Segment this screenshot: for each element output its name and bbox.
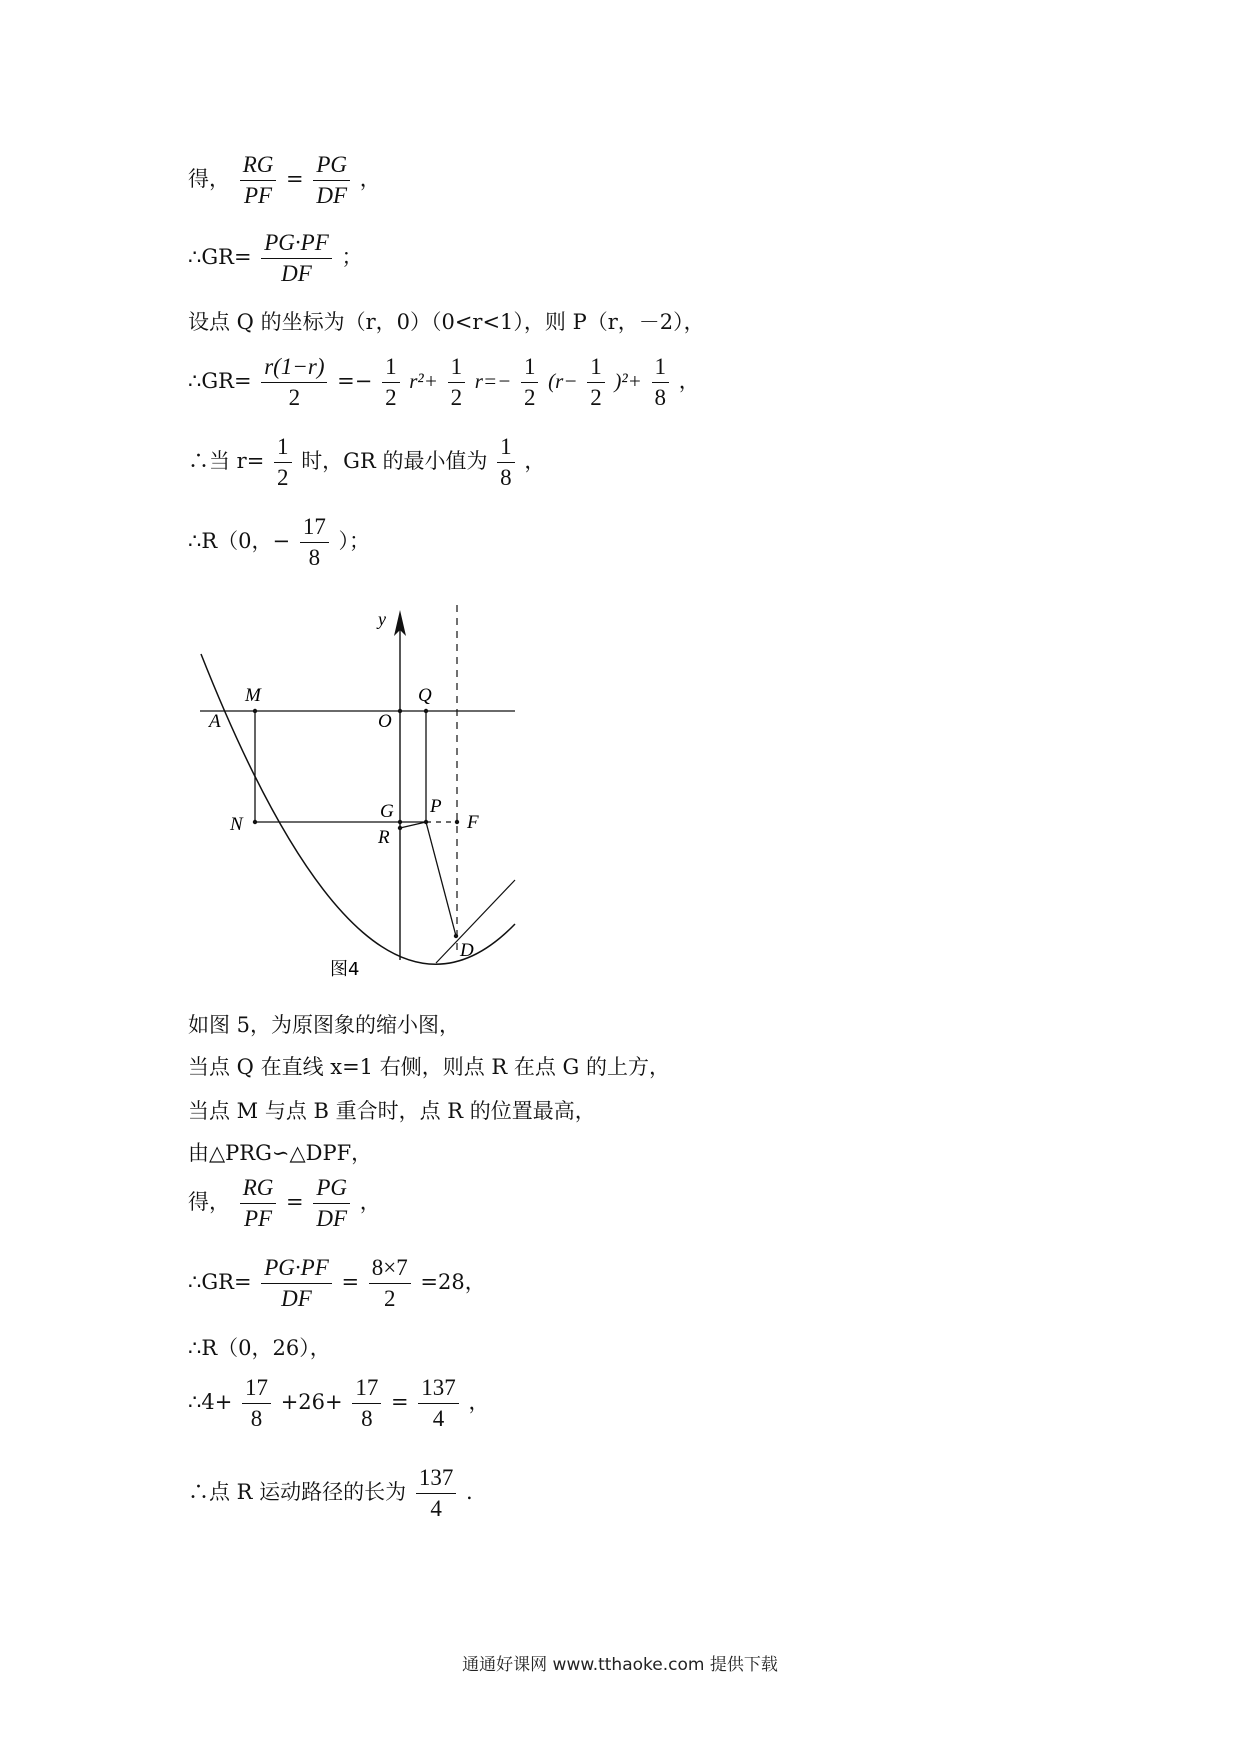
text: 得，	[188, 167, 230, 191]
text: ，	[678, 369, 700, 393]
fraction: $\frac{PG\cdot PF}{DF}$	[261, 228, 332, 289]
point-g	[398, 820, 402, 824]
fraction: $\frac{137}{4}$	[416, 1463, 457, 1524]
text: ）；	[338, 529, 371, 553]
label-p: P	[430, 796, 442, 817]
label-a: A	[209, 711, 221, 732]
text: ，	[359, 167, 381, 191]
text: 由△PRG∽△DPF，	[188, 1141, 373, 1165]
page-footer: 通通好课网 www.tthaoke.com 提供下载	[462, 1655, 778, 1675]
fraction: $\frac{PG}{DF}$	[313, 150, 350, 211]
point-p	[424, 820, 428, 824]
text: )²+	[614, 369, 642, 393]
similar-triangles-line	[188, 1138, 372, 1168]
text: ∴4+	[188, 1390, 233, 1414]
coord-setup-line	[188, 307, 705, 337]
text: ∴点 R 运动路径的长为	[188, 1480, 407, 1504]
gr-quadratic-line	[188, 352, 700, 413]
text: =	[341, 1270, 360, 1294]
text: r=−	[474, 369, 512, 393]
segment-pr	[400, 822, 426, 828]
minimum-line	[188, 432, 545, 493]
text: ∴R（0，−	[188, 529, 291, 553]
label-m: M	[245, 685, 261, 706]
label-d: D	[460, 940, 474, 961]
fraction: $\frac{RG}{PF}$	[240, 1173, 277, 1234]
r-coord-line	[188, 512, 370, 573]
text: =	[286, 1190, 304, 1214]
text: ；	[341, 245, 363, 269]
fraction: $\frac{17}{8}$	[352, 1373, 381, 1434]
text: .	[466, 1480, 473, 1504]
text: ，	[524, 449, 546, 473]
fraction: $\frac{1}{2}$	[448, 352, 466, 413]
point-m	[253, 709, 257, 713]
fraction: $\frac{1}{8}$	[497, 432, 515, 493]
figure-caption: 图4	[330, 959, 360, 980]
fraction: $\frac{PG}{DF}$	[313, 1173, 350, 1234]
text: 时，GR 的最小值为	[301, 449, 488, 473]
condition-line	[188, 1052, 670, 1082]
text: 设点 Q 的坐标为（r，0）（0<r<1），则 P（r，－2），	[188, 310, 705, 334]
text: ，	[468, 1390, 490, 1414]
label-y: y	[378, 609, 386, 629]
ratio-line-1	[188, 150, 381, 211]
gr-formula-line	[188, 228, 362, 289]
fraction: $\frac{1}{2}$	[382, 352, 400, 413]
ratio-line-2	[188, 1173, 381, 1234]
label-f: F	[467, 812, 479, 833]
text: 当点 M 与点 B 重合时，点 R 的位置最高，	[188, 1099, 596, 1123]
text: 如图 5，为原图象的缩小图，	[188, 1013, 461, 1037]
point-o	[398, 709, 402, 713]
text: ∴GR=	[188, 1270, 252, 1294]
text: (r−	[548, 369, 578, 393]
fraction: $\frac{r(1-r)}{2}$	[261, 352, 327, 413]
fraction: $\frac{1}{2}$	[587, 352, 605, 413]
text: ，	[359, 1190, 381, 1214]
label-o: O	[378, 711, 392, 732]
segment-pd	[426, 822, 456, 936]
fraction: $\frac{137}{4}$	[418, 1373, 459, 1434]
label-r: R	[378, 827, 390, 848]
label-q: Q	[418, 685, 432, 706]
figure5-intro-line	[188, 1010, 460, 1040]
figure-4	[190, 600, 530, 1000]
point-r	[398, 826, 402, 830]
text: =28，	[420, 1270, 486, 1294]
text: ∴R（0，26），	[188, 1336, 331, 1360]
point-n	[253, 820, 257, 824]
point-d	[454, 934, 458, 938]
text: +26+	[280, 1390, 343, 1414]
point-q	[424, 709, 428, 713]
text: =	[391, 1390, 409, 1414]
fraction: $\frac{RG}{PF}$	[240, 150, 277, 211]
text: ∴GR=	[188, 369, 252, 393]
r-coord-line-2	[188, 1333, 331, 1363]
text: r²+	[409, 369, 438, 393]
text: 当点 Q 在直线 x=1 右侧，则点 R 在点 G 的上方，	[188, 1055, 671, 1079]
text: =	[286, 167, 304, 191]
text: =−	[337, 369, 373, 393]
fraction: $\frac{17}{8}$	[300, 512, 329, 573]
label-g: G	[380, 801, 394, 822]
text: ∴GR=	[188, 245, 252, 269]
text: 得，	[188, 1190, 230, 1214]
fraction: $\frac{1}{2}$	[521, 352, 539, 413]
point-f	[455, 820, 459, 824]
fraction: $\frac{17}{8}$	[242, 1373, 271, 1434]
gr-value-line	[188, 1253, 486, 1314]
conclusion-line	[188, 1463, 473, 1524]
fraction: $\frac{1}{8}$	[652, 352, 670, 413]
label-n: N	[230, 814, 243, 835]
tangent-line	[436, 880, 515, 963]
path-sum-line	[188, 1373, 489, 1434]
fraction: $\frac{1}{2}$	[274, 432, 292, 493]
highest-line	[188, 1096, 596, 1126]
text: ∴当 r=	[188, 449, 265, 473]
fraction: $\frac{8\times 7}{2}$	[369, 1253, 411, 1314]
fraction: $\frac{PG\cdot PF}{DF}$	[261, 1253, 332, 1314]
